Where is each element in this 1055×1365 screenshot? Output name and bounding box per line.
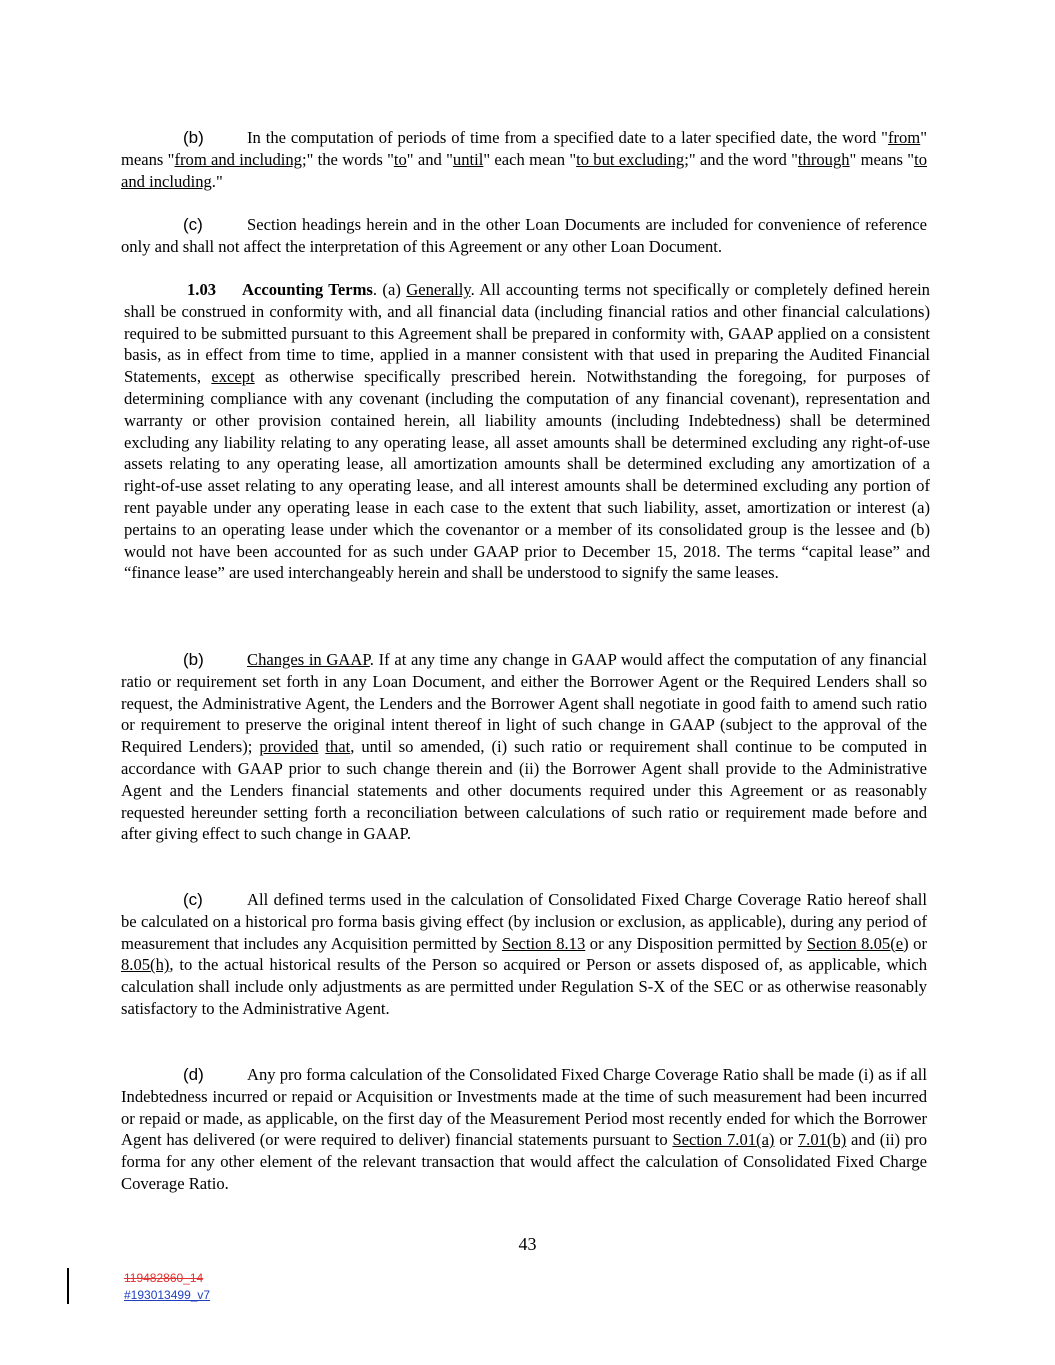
paragraph-c-section-headings: (c) Section headings herein and in the other Loan Documents are included for convenience of reference only and shall not affect the interpretation of this Agreement or any other Loan Document.	[121, 215, 927, 256]
heading-changes-in-gaap: Changes in GAAP	[247, 650, 370, 669]
term-from-and-including: from and including	[174, 149, 302, 169]
term-provided: provided	[259, 737, 319, 757]
paragraph-d-pro-forma: (d) Any pro forma calculation of the Consolidated Fixed Charge Coverage Ratio shall be made (i) as if all Indebtedness incurred or repaid or Acquisition or Investments made at the time of such measurement had been incurred or repaid or made, as applicable, on the first day of the Measurement Period most recently ended for which the Borrower Agent has delivered (or were required to deliver) financial statements pursuant to Section 7.01(a) or 7.01(b) and (ii) pro forma for any other element of the relevant transaction that would affect the calculation of Consolidated Fixed Charge Coverage Ratio.	[121, 1065, 927, 1193]
link-section-8-05-h: 8.05(h)	[121, 955, 170, 975]
page-number: 43	[518, 1234, 537, 1254]
term-except: except	[211, 367, 255, 387]
link-section-8-05-e: Section 8.05(e)	[806, 933, 909, 953]
section-number: 1.03	[187, 280, 217, 299]
term-until: until	[452, 149, 484, 169]
paragraph-label: (c)	[183, 890, 203, 909]
paragraph-c-defined-terms: (c) All defined terms used in the calculation of Consolidated Fixed Charge Coverage Ratio hereof shall be calculated on a historical pro forma basis giving effect (by inclusion or exclusion, as applicable), during any period of measurement that includes any Acquisition permitted by Section 8.13 or any Disposition permitted by Section 8.05(e) or 8.05(h), to the actual historical results of the Person so acquired or Person or assets disposed of, as applicable, which calculation shall include only adjustments as are permitted under Regulation S-X of the SEC or as otherwise reasonably satisfactory to the Administrative Agent.	[121, 890, 927, 1018]
paragraph-label: (d)	[183, 1065, 204, 1084]
paragraph-label: (b)	[183, 650, 204, 669]
link-section-7-01-b: 7.01(b)	[797, 1130, 847, 1150]
paragraph-label: (c)	[183, 215, 203, 234]
term-to: to	[393, 149, 407, 169]
paragraph-b-time-computation: (b) In the computation of periods of time from a specified date to a later specified date, the word "from" means "from and including;" the words "to" and "until" each mean "to but excluding;" and the word "through" means "to and including."	[121, 128, 927, 191]
link-section-8-13: Section 8.13	[501, 933, 586, 953]
doc-id-deleted: 119482860_14	[124, 1271, 204, 1285]
paragraph-label: (b)	[183, 128, 204, 147]
term-that: that	[325, 737, 351, 757]
paragraph-b-changes-in-gaap: (b) Changes in GAAP. If at any time any change in GAAP would affect the computation of any financial ratio or requirement set forth in any Loan Document, and either the Borrower Agent or the Required Lenders shall so request, the Administrative Agent, the Lenders and the Borrower Agent shall negotiate in good faith to amend such ratio or requirement to preserve the original intent thereof in light of such change in GAAP (subject to the approval of the Required Lenders); provided that, until so amended, (i) such ratio or requirement shall continue to be computed in accordance with GAAP prior to such change therein and (ii) the Borrower Agent shall provide to the Administrative Agent and the Lenders financial statements and other documents required under this Agreement or as reasonably requested hereunder setting forth a reconciliation between calculations of such ratio or requirement made before and after giving effect to such change in GAAP.	[121, 650, 927, 844]
term-through: through	[797, 149, 850, 169]
heading-generally: Generally	[406, 280, 471, 299]
section-1-03-accounting-terms: 1.03 Accounting Terms. (a) Generally. All accounting terms not specifically or completely defined herein shall be construed in conformity with, and all financial data (including financial ratios and other financial calculations) required to be submitted pursuant to this Agreement shall be prepared in conformity with, GAAP applied on a consistent basis, as in effect from time to time, applied in a manner consistent with that used in preparing the Audited Financial Statements, except as otherwise specifically prescribed herein. Notwithstanding the foregoing, for purposes of determining compliance with any covenant (including the computation of any financial covenant), representation and warranty or other provision contained herein, all liability amounts (including Indebtedness) shall be determined excluding any liability relating to any operating lease, all asset amounts shall be determined excluding any right-of-use assets relating to any operating lease, all amortization amounts shall be determined excluding any amortization of a right-of-use asset relating to any operating lease, and all interest amounts shall be determined excluding any portion of rent payable under any operating lease in each case to the extent that such liability, asset, amortization or interest (a) pertains to an operating lease under which the covenantor or a member of its consolidated group is the lessee and (b) would not have been accounted for as such under GAAP prior to December 15, 2018. The terms “capital lease” and “finance lease” are used interchangeably herein and shall be understood to signify the same leases.	[124, 280, 930, 583]
link-section-7-01-a: Section 7.01(a)	[672, 1130, 775, 1150]
term-from: from	[887, 128, 921, 147]
section-title: Accounting Terms	[242, 280, 373, 299]
doc-id-inserted: #193013499_v7	[124, 1288, 211, 1302]
term-to-but-excluding: to but excluding	[576, 149, 685, 169]
term-to-and-including: to and including	[121, 149, 927, 191]
revision-bar	[67, 1268, 69, 1304]
